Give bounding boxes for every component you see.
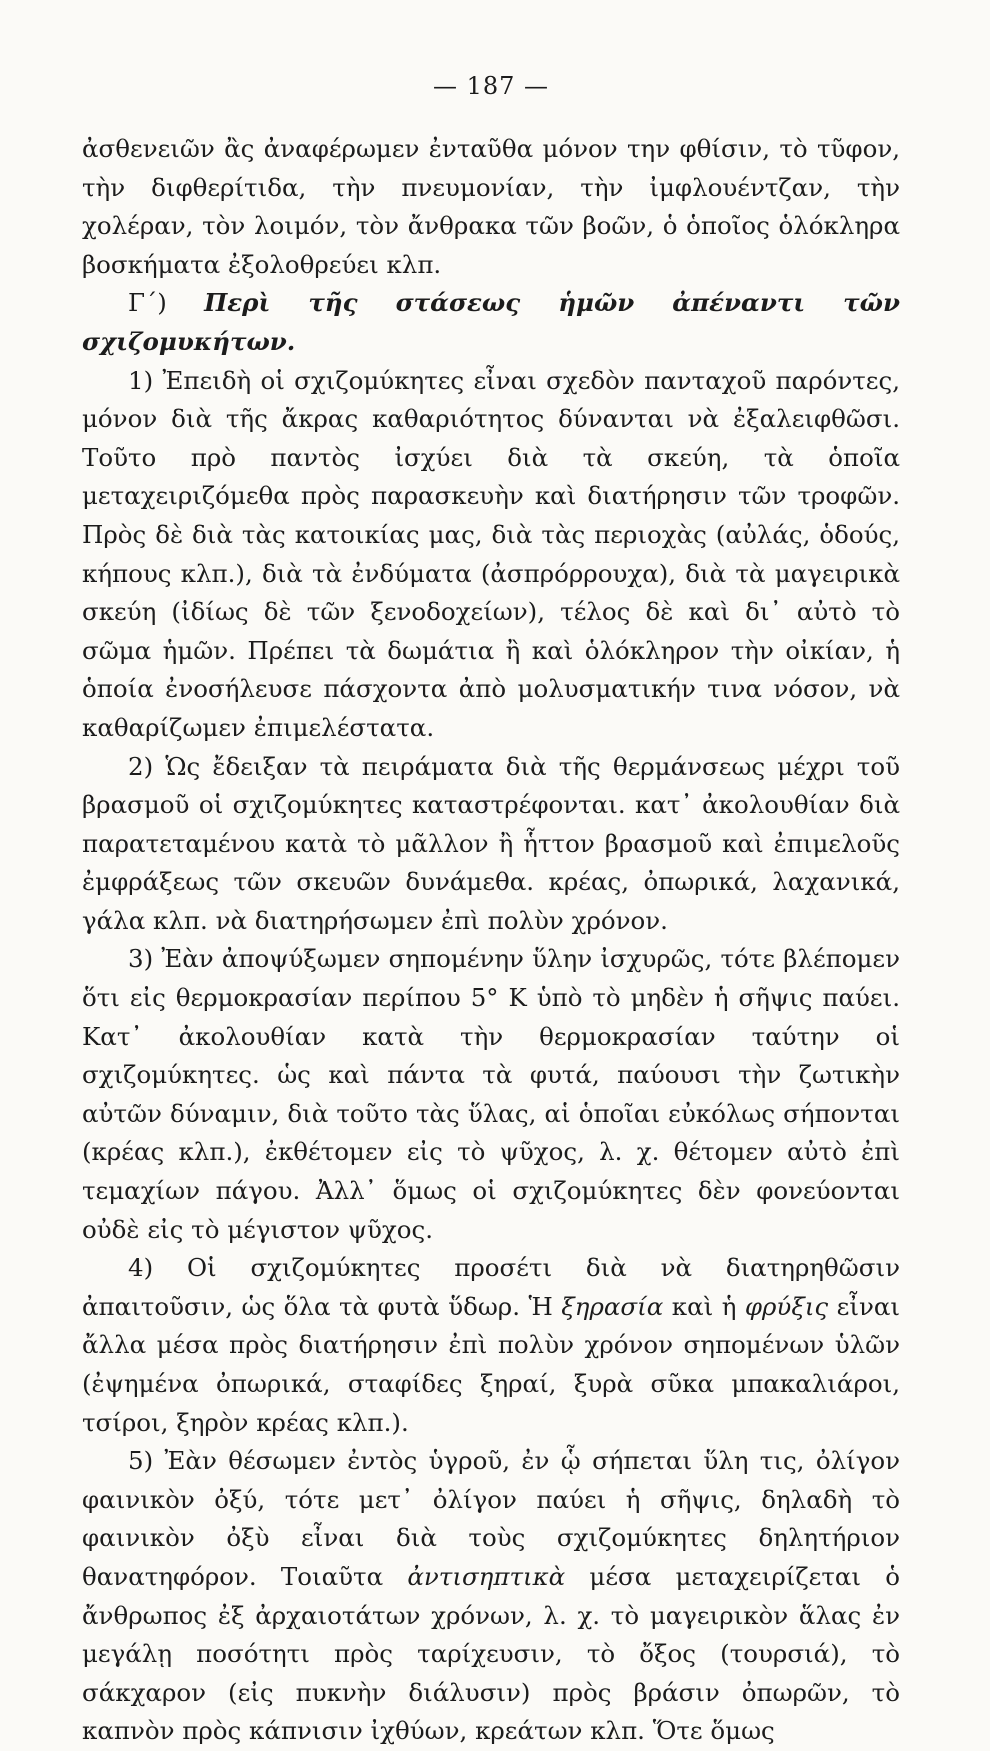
paragraph-1: 1) Ἐπειδὴ οἱ σχιζομύκητες εἶναι σχεδὸν πανταχοῦ παρόντες, μόνον διὰ τῆς ἄκρας καθαριότητος δύνανται νὰ ἐξαλειφθῶσι. Τοῦτο πρὸ παντὸς ἰσχύει διὰ τὰ σκεύη, τὰ ὁποῖα μεταχειριζόμεθα πρὸς παρασκευὴν καὶ διατήρησιν τῶν τροφῶν. Πρὸς δὲ διὰ τὰς κατοικίας μας, διὰ τὰς περιοχὰς (αὐλάς, ὁδούς, κήπους κλπ.), διὰ τὰ ἐνδύματα (ἀσπρόρρουχα), διὰ τὰ μαγειρικὰ σκεύη (ἰδίως δὲ τῶν ξενοδοχείων), τέλος δὲ καὶ δι᾿ αὐτὸ τὸ σῶμα ἡμῶν. Πρέπει τὰ δωμάτια ἢ καὶ ὁλόκληρον τὴν οἰκίαν, ἡ ὁποία ἐνοσήλευσε πάσχοντα ἀπὸ μολυσματικήν τινα νόσον, νὰ καθαρίζωμεν ἐπιμελέστατα. — [82, 365, 900, 742]
paragraph-5-text-b: μέσα μεταχειρίζεται ὁ ἄνθρωπος ἐξ ἀρχαιοτάτων χρόνων, λ. χ. τὸ μαγειρικὸν ἅλας ἐν μεγάλῃ ποσότητι πρὸς ταρίχευσιν, τὸ ὄξος (τουρσιά), τὸ σάκχαρον (εἰς πυκνὴν διάλυσιν) πρὸς βράσιν ὀπωρῶν, τὸ καπνὸν πρὸς κάπνισιν ἰχθύων, κρεάτων κλπ. Ὅτε ὅμως — [82, 1561, 900, 1746]
paragraph-4-text-a: 4) Οἱ σχιζομύκητες προσέτι διὰ νὰ διατηρηθῶσιν ἀπαιτοῦσιν, ὡς ὅλα τὰ φυτὰ ὕδωρ. Ἡ — [82, 1253, 900, 1321]
paragraph-3: 3) Ἐὰν ἀποψύξωμεν σηπομένην ὕλην ἰσχυρῶς, τότε βλέπομεν ὅτι εἰς θερμοκρασίαν περίπου 5° Κ ὑπὸ τὸ μηδὲν ἡ σῆψις παύει. Κατ᾿ ἀκολουθίαν κατὰ τὴν θερμοκρασίαν ταύτην οἱ σχιζομύκητες. ὡς καὶ πάντα τὰ φυτά, παύουσι τὴν ζωτικὴν αὐτῶν δύναμιν, διὰ τοῦτο τὰς ὕλας, αἱ ὁποῖαι εὐκόλως σήπονται (κρέας κλπ.), ἐκθέτομεν εἰς τὸ ψῦχος, λ. χ. θέτομεν αὐτὸ ἐπὶ τεμαχίων πάγου. Ἀλλ᾿ ὅμως οἱ σχιζομύκητες δὲν φονεύονται οὐδὲ εἰς τὸ μέγιστον ψῦχος. — [82, 944, 900, 1244]
paragraph-5-italic: ἀντισηπτικὰ — [407, 1561, 566, 1591]
paragraph-4-text-c: εἶναι ἄλλα μέσα πρὸς διατήρησιν ἐπὶ πολὺν χρόνον σηπομένων ὑλῶν (ἐψημένα ὀπωρικά, σταφίδες ξηραί, ξυρὰ σῦκα μπακαλιάροι, τσίροι, ξηρὸν κρέας κλπ.). — [82, 1291, 900, 1437]
body-text — [82, 130, 900, 1751]
paragraph-continuation: ἀσθενειῶν ἂς ἀναφέρωμεν ἐνταῦθα μόνον την φθίσιν, τὸ τῦφον, τὴν διφθερίτιδα, τὴν πνευμονίαν, τὴν ἰμφλουέντζαν, τὴν χολέραν, τὸν λοιμόν, τὸν ἄνθρακα τῶν βοῶν, ὁ ὁποῖος ὁλόκληρα βοσκήματα ἐξολοθρεύει κλπ. — [82, 134, 900, 279]
section-heading-title: Περὶ τῆς στάσεως ἡμῶν ἀπέναντι τῶν σχιζομυκήτων. — [82, 288, 900, 356]
paragraph-5-text-a: 5) Ἐὰν θέσωμεν ἐντὸς ὑγροῦ, ἐν ᾧ σήπεται ὕλη τις, ὀλίγον φαινικὸν ὀξύ, τότε μετ᾿ ὀλίγον παύει ἡ σῆψις, δηλαδὴ τὸ φαινικὸν ὀξὺ εἶναι διὰ τοὺς σχιζομύκητες δηλητήριον θανατηφόρον. Τοιαῦτα — [82, 1446, 900, 1591]
paragraph-2: 2) Ὡς ἔδειξαν τὰ πειράματα διὰ τῆς θερμάνσεως μέχρι τοῦ βρασμοῦ οἱ σχιζομύκητες καταστρέφονται. κατ᾿ ἀκολουθίαν διὰ παρατεταμένου κατὰ τὸ μᾶλλον ἢ ἧττον βρασμοῦ καὶ ἐπιμελοῦς ἐμφράξεως τῶν σκευῶν δυνάμεθα. κρέας, ὀπωρικά, λαχανικά, γάλα κλπ. νὰ διατηρήσωμεν ἐπὶ πολὺν χρόνον. — [82, 751, 900, 935]
page-number: — 187 — — [432, 72, 550, 100]
paragraph-5 — [82, 1442, 900, 1751]
paragraph-4 — [82, 1249, 900, 1442]
paragraph-4-text-b: καὶ ἡ — [663, 1291, 745, 1321]
section-heading — [82, 284, 900, 361]
section-heading-label: Γ΄) — [128, 288, 167, 318]
paragraph-4-italic-2: φρύξις — [744, 1291, 829, 1321]
paragraph-4-italic-1: ξηρασία — [561, 1291, 664, 1321]
